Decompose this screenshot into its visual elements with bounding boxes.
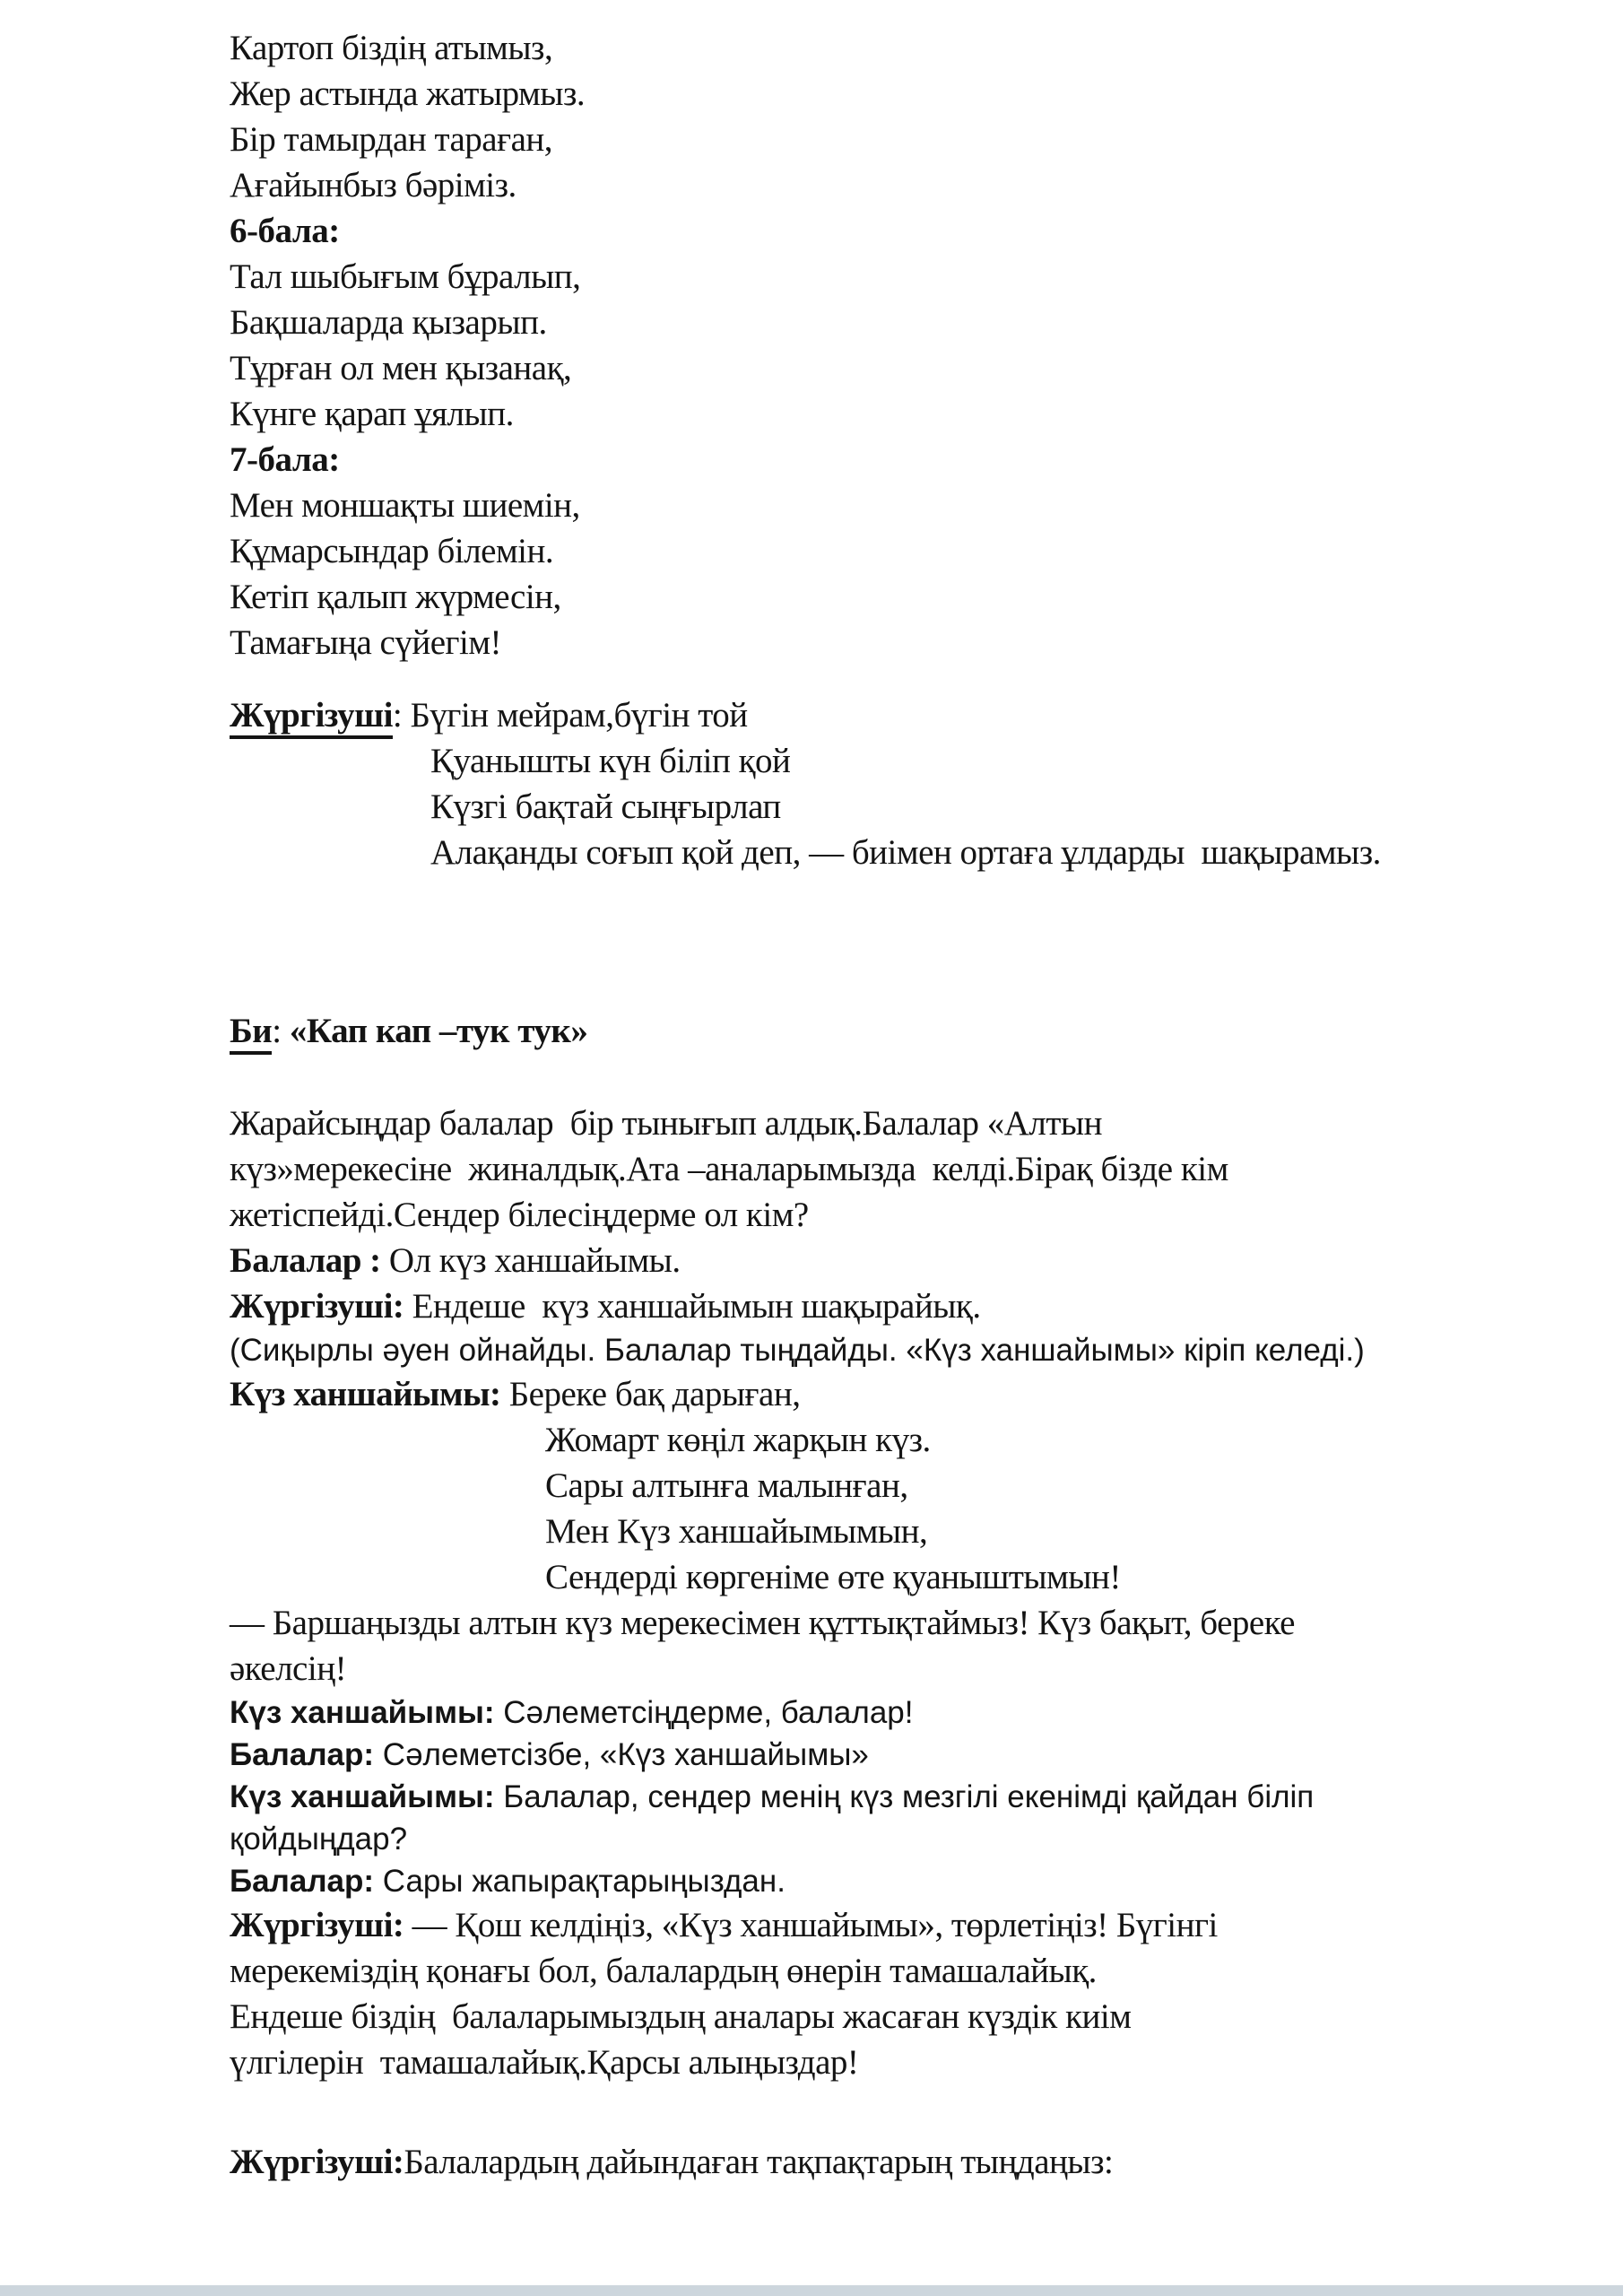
text-segment: Алақанды соғып қой деп, — биімен ортаға ұлдарды шақырамыз. xyxy=(430,833,1381,872)
text-segment: Мен Күз ханшайымымын, xyxy=(545,1512,928,1551)
text-line xyxy=(230,1417,1569,1463)
speaker-label: Жүргізуші: xyxy=(230,2143,404,2181)
text-segment: : Бүгін мейрам,бүгін той xyxy=(392,696,748,735)
text-line xyxy=(230,528,1569,574)
text-segment: әкелсің! xyxy=(230,1649,347,1688)
text-line xyxy=(230,692,1569,738)
text-line xyxy=(230,483,1569,528)
text-line xyxy=(230,1948,1569,1994)
text-line xyxy=(230,784,1569,830)
text-segment: Сендерді көргеніме өте қуаныштымын! xyxy=(545,1558,1121,1596)
text-segment: Жомарт көңіл жарқын күз. xyxy=(545,1421,931,1459)
text-segment: : xyxy=(272,1012,290,1050)
horizontal-scrollbar[interactable] xyxy=(0,2285,1623,2296)
text-line xyxy=(230,1818,1569,1860)
text-segment: күз»мерекесіне жиналдық.Ата –аналарымызда келді.Бірақ бізде кім xyxy=(230,1150,1228,1188)
text-line xyxy=(230,1008,1569,1054)
text-line xyxy=(230,1371,1569,1417)
text-segment: Ендеше біздің балаларымыздың аналары жасаған күздік киім xyxy=(230,1997,1132,2036)
speaker-label: Жүргізуші: xyxy=(230,1906,404,1944)
text-segment: Балалардың дайындаған тақпақтарың тыңдаңыз: xyxy=(404,2143,1114,2181)
text-line xyxy=(230,1146,1569,1192)
text-line xyxy=(230,300,1569,345)
document-content xyxy=(230,25,1569,2185)
text-segment: Береке бақ дарыған, xyxy=(500,1375,801,1413)
speaker-label: Балалар: xyxy=(230,1737,375,1772)
text-segment: Балалар, сендер менің күз мезгілі екенімді қайдан біліп xyxy=(494,1779,1315,1814)
text-line xyxy=(230,1509,1569,1554)
text-line xyxy=(230,117,1569,162)
text-segment: Құмарсындар білемін. xyxy=(230,532,554,570)
text-line xyxy=(230,1692,1569,1734)
text-segment: Ағайынбыз бәріміз. xyxy=(230,166,516,204)
text-segment: (Сиқырлы әуен ойнайды. Балалар тыңдайды. «Күз ханшайымы» кіріп келеді.) xyxy=(230,1333,1365,1368)
text-line xyxy=(230,738,1569,784)
text-segment: Тұрған ол мен қызанақ, xyxy=(230,349,572,387)
text-line xyxy=(230,620,1569,665)
text-segment: «Кап кап –тук тук» xyxy=(289,1012,588,1050)
text-segment: Бақшаларда қызарып. xyxy=(230,303,547,342)
text-segment: Бір тамырдан тараған, xyxy=(230,120,553,159)
text-line xyxy=(230,1902,1569,1948)
text-segment: Күзгі бақтай сыңғырлап xyxy=(430,787,781,826)
text-segment: Жарайсыңдар балалар бір тынығып алдық.Балалар «Алтын xyxy=(230,1104,1102,1143)
speaker-label: 6-бала: xyxy=(230,212,340,250)
text-segment: Қуанышты күн біліп қой xyxy=(430,742,791,780)
text-line xyxy=(230,1192,1569,1238)
text-line xyxy=(230,71,1569,117)
speaker-label: Күз ханшайымы: xyxy=(230,1375,501,1413)
text-segment: Жер астында жатырмыз. xyxy=(230,74,586,113)
text-line xyxy=(230,1554,1569,1600)
text-line xyxy=(230,1238,1569,1283)
text-segment: — Қош келдіңіз, «Күз ханшайымы», төрлетіңіз! Бүгінгі xyxy=(404,1906,1218,1944)
text-segment: Сәлеметсізбе, «Күз ханшайымы» xyxy=(374,1737,869,1772)
text-segment: Ендеше күз ханшайымын шақырайық. xyxy=(404,1287,981,1326)
text-line xyxy=(230,345,1569,391)
text-line xyxy=(230,254,1569,300)
text-line xyxy=(230,25,1569,71)
speaker-label: Жүргізуші xyxy=(230,696,393,739)
text-line xyxy=(230,2139,1569,2185)
text-segment: Сары жапырақтарыңыздан. xyxy=(374,1864,785,1899)
text-segment: үлгілерін тамашалайық.Қарсы алыңыздар! xyxy=(230,2043,859,2082)
text-segment: Мен моншақты шиемін, xyxy=(230,486,580,525)
text-line xyxy=(230,162,1569,208)
speaker-label: Жүргізуші: xyxy=(230,1287,404,1326)
speaker-label: Күз ханшайымы: xyxy=(230,1695,495,1730)
text-line xyxy=(230,1734,1569,1776)
text-segment: қойдыңдар? xyxy=(230,1822,408,1857)
text-line xyxy=(230,1776,1569,1818)
text-segment: мерекеміздің қонағы бол, балалардың өнерін тамашалайық. xyxy=(230,1952,1097,1990)
text-segment: жетіспейді.Сендер білесіңдерме ол кім? xyxy=(230,1196,809,1234)
text-segment: Күнге қарап ұялып. xyxy=(230,395,514,433)
text-segment: Ол күз ханшайымы. xyxy=(380,1241,681,1280)
text-line xyxy=(230,1994,1569,2039)
speaker-label: 7-бала: xyxy=(230,440,340,479)
text-line xyxy=(230,1329,1569,1371)
text-line xyxy=(230,1600,1569,1646)
text-line xyxy=(230,2039,1569,2085)
text-line xyxy=(230,574,1569,620)
text-segment: — Баршаңызды алтын күз мерекесімен құттықтаймыз! Күз бақыт, береке xyxy=(230,1604,1295,1642)
text-line xyxy=(230,1463,1569,1509)
speaker-label: Балалар: xyxy=(230,1864,375,1899)
text-line xyxy=(230,1100,1569,1146)
text-segment: Сары алтынға малынған, xyxy=(545,1466,908,1505)
text-segment: Тал шыбығым бұралып, xyxy=(230,257,581,296)
text-line xyxy=(230,391,1569,437)
text-line xyxy=(230,208,1569,254)
document-page xyxy=(230,25,1569,2185)
text-segment: Тамағыңа сүйегім! xyxy=(230,623,502,662)
text-line xyxy=(230,437,1569,483)
text-line xyxy=(230,1860,1569,1902)
text-line xyxy=(230,1646,1569,1692)
text-segment: Кетіп қалып жүрмесін, xyxy=(230,578,561,616)
text-line xyxy=(230,830,1569,875)
speaker-label: Би xyxy=(230,1012,272,1055)
text-segment: Сәлеметсіңдерме, балалар! xyxy=(494,1695,914,1730)
speaker-label: Балалар : xyxy=(230,1241,381,1280)
text-line xyxy=(230,1283,1569,1329)
text-segment: Картоп біздің атымыз, xyxy=(230,29,553,67)
speaker-label: Күз ханшайымы: xyxy=(230,1779,495,1814)
